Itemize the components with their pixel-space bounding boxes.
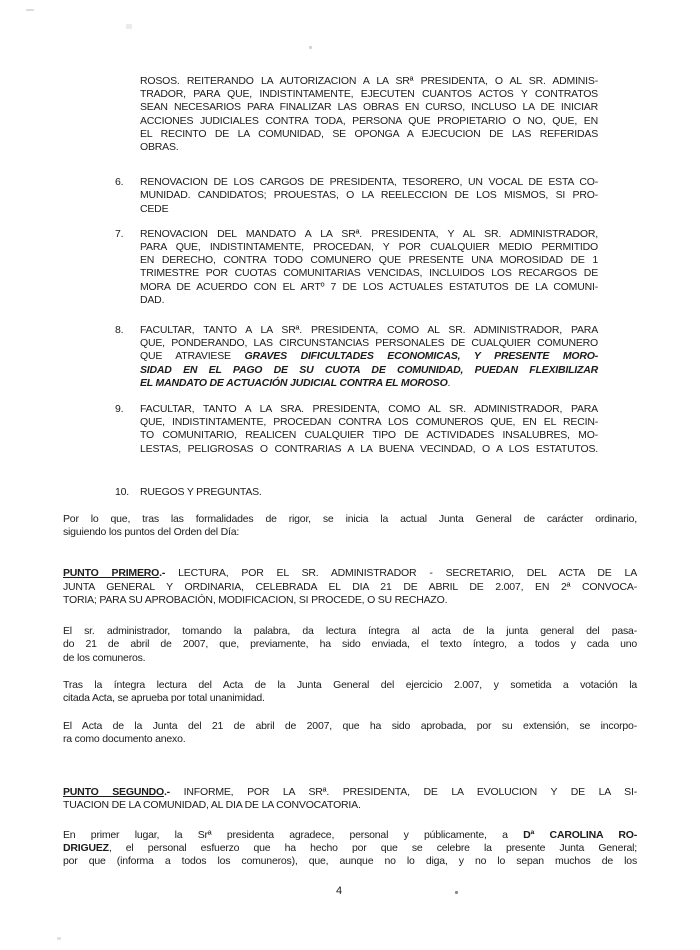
text-line	[140, 115, 598, 128]
text-segment: TO COMUNITARIO, REALICEN CUALQUIER TIPO DE ACTIVIDADES INSALUBRES, MO-	[140, 429, 598, 442]
paragraph	[63, 720, 637, 746]
text-segment: RENOVACION DE LOS CARGOS DE PRESIDENTA, TESORERO, UN VOCAL DE ESTA CO-	[140, 176, 598, 189]
text-segment: PUNTO SEGUNDO	[63, 785, 164, 798]
text-segment: EL MANDATO DE ACTUACIÓN JUDICIAL CONTRA EL MOROSO	[140, 376, 448, 389]
text-line	[140, 141, 598, 154]
scan-speck	[57, 937, 61, 940]
text-segment: MUNIDAD. CANDIDATOS; PROUESTAS, O LA REELECCION DE LOS MISMOS, SI PRO-	[140, 189, 598, 202]
list-item-number: 10.	[115, 485, 129, 498]
text-segment: do 21 de abril de 2007, que, previamente, ha sido enviada, el texto íntegro, a todos y cada uno	[63, 638, 637, 651]
scan-speck	[309, 46, 312, 49]
scan-speck	[26, 9, 34, 11]
text-segment: RUEGOS Y PREGUNTAS.	[140, 485, 262, 498]
text-segment: DRIGUEZ	[63, 842, 109, 855]
text-segment: .-	[163, 785, 170, 798]
text-segment: GRAVES DIFICULTADES ECONOMICAS, Y PRESENTE MORO-	[244, 350, 598, 363]
text-line	[140, 294, 598, 307]
text-segment: SIDAD EN EL PAGO DE SU CUOTA DE COMUNIDAD, PUEDAN FLEXIBILIZAR	[140, 363, 598, 376]
text-line	[140, 364, 598, 377]
text-segment: JUNTA GENERAL Y ORDINARIA, CELEBRADA EL DIA 21 DE ABRIL DE 2.007, EN 2ª CONVOCA-	[63, 580, 637, 593]
paragraph	[63, 567, 637, 607]
text-line	[63, 692, 637, 705]
list-item	[63, 228, 637, 307]
text-segment: FACULTAR, TANTO A LA SRA. PRESIDENTA, COMO AL SR. ADMINISTRADOR, PARA	[140, 403, 598, 416]
text-line	[63, 652, 637, 665]
text-line	[140, 176, 598, 189]
text-line	[63, 842, 637, 855]
paragraph	[63, 513, 637, 539]
paragraph	[63, 625, 637, 665]
text-segment: TUACION DE LA COMUNIDAD, AL DIA DE LA CONVOCATORIA.	[63, 798, 361, 811]
text-segment: SEAN NECESARIOS PARA FINALIZAR LAS OBRAS EN CURSO, INCLUSO LA DE INICIAR	[140, 101, 598, 114]
text-segment: MORA DE ACUERDO CON EL ARTº 7 DE LOS ACTUALES ESTATUTOS DE LA COMUNI-	[140, 280, 598, 293]
scan-speck	[126, 24, 132, 29]
text-segment: CEDE	[140, 202, 169, 215]
text-line	[140, 228, 598, 241]
text-segment: RENOVACION DEL MANDATO A LA SRª. PRESIDENTA, Y AL SR. ADMINISTRADOR,	[140, 227, 598, 240]
text-line	[63, 799, 637, 812]
text-segment: DAD.	[140, 293, 165, 306]
text-line	[140, 254, 598, 267]
page-number: 4	[335, 885, 343, 897]
text-line	[140, 101, 598, 114]
text-segment: ROSOS. REITERANDO LA AUTORIZACION A LA SRª PRESIDENTA, O AL SR. ADMINIS-	[140, 75, 598, 87]
text-segment: por que (informa a todos los comuneros), que, aunque no lo diga, y no lo sepan muchos de los	[63, 855, 637, 868]
text-segment: QUE, INDISTINTAMENTE, PROCEDAN CONTRA LOS COMUNEROS QUE, EN EL RECIN-	[140, 416, 598, 429]
text-line	[140, 241, 598, 254]
text-segment: EL RECINTO DE LA COMUNIDAD, SE OPONGA A EJECUCION DE LAS REFERIDAS	[140, 127, 598, 140]
list-item	[63, 486, 637, 499]
list-item-number: 8.	[115, 324, 124, 337]
text-line	[63, 625, 637, 638]
text-line	[140, 403, 598, 416]
text-line	[140, 324, 598, 337]
list-item-number: 6.	[115, 176, 124, 189]
list-item	[63, 403, 637, 456]
text-segment: PUNTO PRIMERO	[63, 567, 160, 580]
text-segment: El sr. administrador, tomando la palabra, da lectura íntegra al acta de la junta general del pasa-	[63, 625, 637, 638]
text-line	[63, 513, 637, 526]
list-item-number: 7.	[115, 227, 124, 240]
text-line	[140, 443, 598, 456]
document-content	[63, 75, 637, 869]
text-segment: Dª CAROLINA RO-	[523, 828, 637, 841]
text-segment: QUE ATRAVIESE	[140, 350, 245, 363]
text-segment: El Acta de la Junta del 21 de abril de 2007, que ha sido aprobada, por su extensión, se incorpo-	[63, 720, 637, 733]
text-line	[140, 429, 598, 442]
text-line	[63, 567, 637, 580]
text-segment: .-	[159, 567, 166, 580]
text-segment: Tras la íntegra lectura del Acta de la Junta General del ejercicio 2.007, y sometida a votación la	[63, 678, 637, 691]
text-segment: , el personal esfuerzo que ha hecho por que se celebre la presente Junta General;	[108, 842, 637, 855]
text-line	[63, 855, 637, 868]
scan-speck	[455, 891, 458, 894]
text-line	[140, 189, 598, 202]
text-segment: INFORME, POR LA SRª. PRESIDENTA, DE LA EVOLUCION Y DE LA SI-	[169, 785, 638, 798]
text-segment: En primer lugar, la Srª presidenta agradece, personal y públicamente, a	[63, 828, 524, 841]
text-segment: LESTAS, PELIGROSAS O CONTRARIAS A LA BUENA VECINDAD, O A LOS ESTATUTOS.	[140, 442, 598, 455]
text-segment: ACCIONES JUDICIALES CONTRA TODA, PERSONA QUE PROPIETARIO O NO, QUE, EN	[140, 114, 598, 127]
text-segment: .	[447, 376, 451, 389]
text-line	[63, 638, 637, 651]
list-item-number: 9.	[115, 403, 124, 416]
text-line	[140, 416, 598, 429]
text-line	[63, 526, 637, 539]
text-line	[63, 594, 637, 607]
text-segment: TRADOR, PARA QUE, INDISTINTAMENTE, EJECUTEN CUANTOS ACTOS Y CONTRATOS	[140, 88, 598, 101]
text-segment: de los comuneros.	[63, 651, 146, 664]
text-segment: siguiendo los puntos del Orden del Día:	[63, 526, 240, 539]
text-line	[140, 281, 598, 294]
text-line	[140, 486, 598, 499]
text-line	[63, 786, 637, 799]
text-segment: ra como documento anexo.	[63, 733, 186, 746]
text-line	[140, 267, 598, 280]
paragraph	[63, 829, 637, 869]
text-line	[140, 350, 598, 363]
text-segment: PARA QUE, INDISTINTAMENTE, PROCEDAN, Y POR CUALQUIER MEDIO PERMITIDO	[140, 241, 598, 254]
text-line	[140, 337, 598, 350]
text-segment: citada Acta, se aprueba por total unanimidad.	[63, 691, 265, 704]
text-segment: TRIMESTRE POR CUOTAS COMUNITARIAS VENCIDAS, INCLUIDOS LOS RECARGOS DE	[140, 267, 598, 280]
paragraph	[63, 679, 637, 705]
text-line	[140, 377, 598, 390]
text-line	[140, 75, 598, 88]
text-segment: Por lo que, tras las formalidades de rigor, se inicia la actual Junta General de carácter ordinario,	[63, 513, 637, 526]
text-line	[63, 679, 637, 692]
text-segment: TORIA; PARA SU APROBACIÓN, MODIFICACION, SI PROCEDE, O SU RECHAZO.	[63, 593, 448, 606]
text-segment: QUE, PONDERANDO, LAS CIRCUNSTANCIAS PERSONALES DE CUALQUIER COMUNERO	[140, 337, 598, 350]
text-line	[140, 88, 598, 101]
text-line	[63, 829, 637, 842]
text-segment: EN DERECHO, CONTRA TODO COMUNERO QUE PRESENTE UNA MOROSIDAD DE 1	[140, 254, 598, 267]
list-item	[63, 176, 637, 216]
text-line	[63, 720, 637, 733]
text-segment: LECTURA, POR EL SR. ADMINISTRADOR - SECRETARIO, DEL ACTA DE LA	[165, 567, 637, 580]
text-segment: OBRAS.	[140, 141, 179, 154]
paragraph	[63, 786, 637, 812]
text-line	[63, 733, 637, 746]
text-line	[140, 128, 598, 141]
text-line	[140, 203, 598, 216]
list-item	[63, 75, 637, 154]
text-line	[63, 581, 637, 594]
list-item	[63, 324, 637, 390]
text-segment: FACULTAR, TANTO A LA SRª. PRESIDENTA, COMO AL SR. ADMINISTRADOR, PARA	[140, 324, 598, 337]
